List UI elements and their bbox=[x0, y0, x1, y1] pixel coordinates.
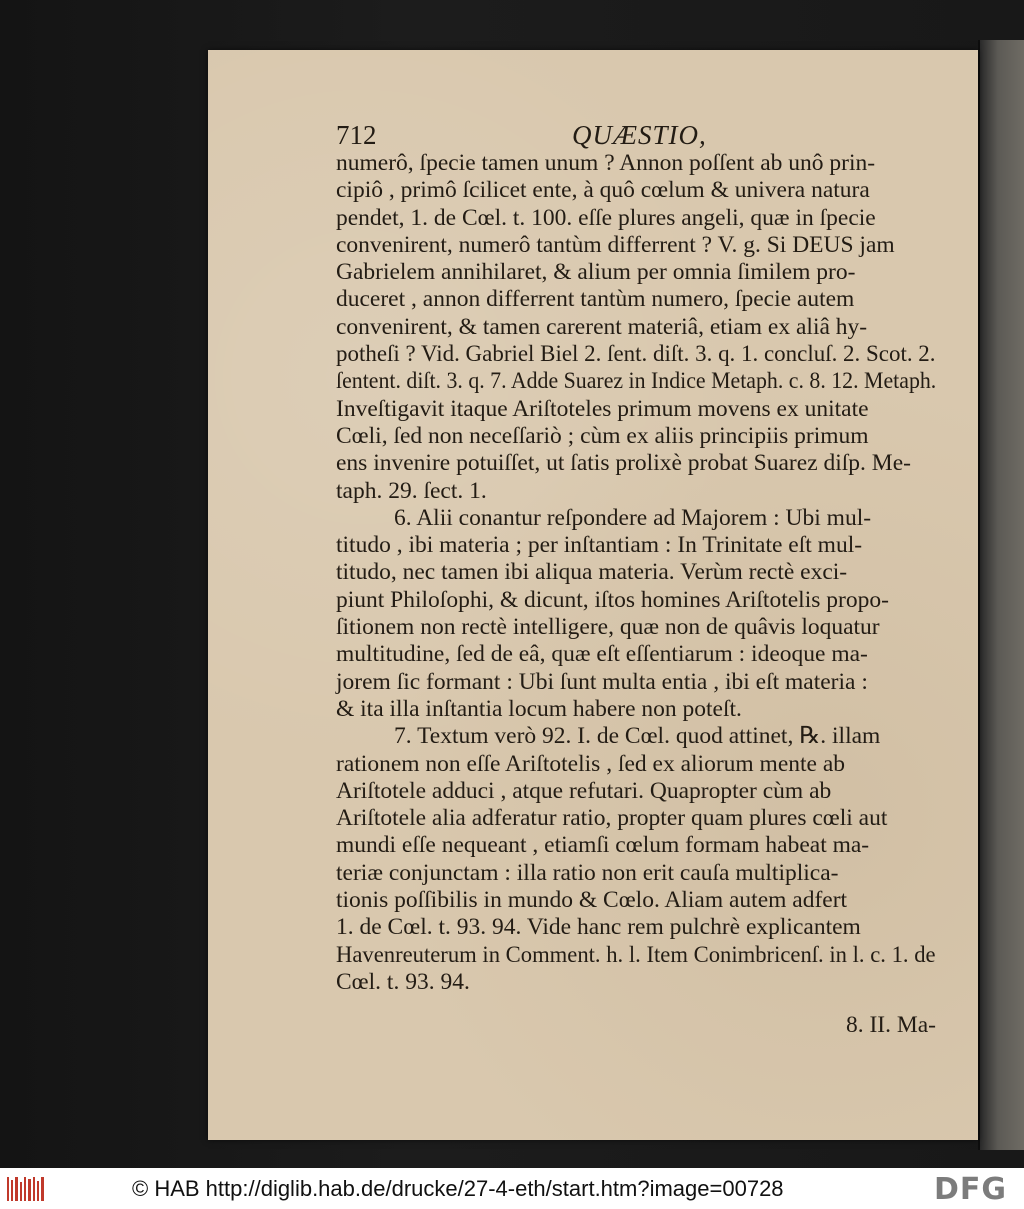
text-line: Cœli, ſed non neceſſariò ; cùm ex aliis principiis primum bbox=[336, 422, 869, 449]
text-line: Ariſtotele adduci , atque refutari. Quapropter cùm ab bbox=[336, 777, 832, 804]
text-line: convenirent, numerô tantùm differrent ? V. g. Si DEUS jam bbox=[336, 231, 895, 258]
text-line: ſentent. diſt. 3. q. 7. Adde Suarez in Indice Metaph. c. 8. 12. Metaph. bbox=[336, 368, 937, 395]
page-body-text bbox=[336, 150, 936, 996]
text-line: piunt Philoſophi, & dicunt, iſtos homines Ariſtotelis propo- bbox=[336, 586, 889, 613]
text-line: & ita illa inſtantia locum habere non poteſt. bbox=[336, 695, 742, 722]
text-line: Ariſtotele alia adferatur ratio, propter quam plures cœli aut bbox=[336, 805, 888, 832]
text-line: tionis poſſibilis in mundo & Cœlo. Aliam autem adfert bbox=[336, 887, 848, 914]
text-line: teriæ conjunctam : illa ratio non erit cauſa multiplica- bbox=[336, 859, 839, 886]
text-line: potheſi ? Vid. Gabriel Biel 2. ſent. diſt. 3. q. 1. concluſ. 2. Scot. 2. bbox=[336, 341, 936, 368]
hab-barcode-logo-icon bbox=[6, 1174, 46, 1204]
page-number: 712 bbox=[336, 120, 377, 150]
adjacent-page-edge bbox=[980, 40, 1024, 1150]
text-line: Inveſtigavit itaque Ariſtoteles primum movens ex unitate bbox=[336, 395, 869, 422]
text-line: taph. 29. ſect. 1. bbox=[336, 477, 487, 504]
copyright-url-text: © HAB http://diglib.hab.de/drucke/27-4-eth/start.htm?image=00728 bbox=[132, 1176, 784, 1201]
dfg-logo: DFG bbox=[934, 1172, 1008, 1207]
text-line: cipiô , primô ſcilicet ente, à quô cœlum & univera natura bbox=[336, 177, 870, 204]
text-line: 7. Textum verò 92. I. de Cœl. quod attinet, ℞. illam bbox=[394, 723, 881, 750]
text-line: titudo , ibi materia ; per inſtantiam : In Trinitate eſt mul- bbox=[336, 532, 863, 559]
text-line: rationem non eſſe Ariſtotelis , ſed ex aliorum mente ab bbox=[336, 750, 846, 777]
text-line: duceret , annon differrent tantùm numero, ſpecie autem bbox=[336, 286, 855, 313]
text-line: titudo, nec tamen ibi aliqua materia. Verùm rectè exci- bbox=[336, 559, 848, 586]
text-line: multitudine, ſed de eâ, quæ eſt eſſentiarum : ideoque ma- bbox=[336, 641, 868, 668]
text-line: 1. de Cœl. t. 93. 94. Vide hanc rem pulchrè explicantem bbox=[336, 914, 861, 941]
text-line: Cœl. t. 93. 94. bbox=[336, 968, 470, 995]
text-line: ens invenire potuiſſet, ut ſatis prolixè probat Suarez diſp. Me- bbox=[336, 450, 911, 477]
text-line: pendet, 1. de Cœl. t. 100. eſſe plures angeli, quæ in ſpecie bbox=[336, 204, 876, 231]
text-line: Gabrielem annihilaret, & alium per omnia ſimilem pro- bbox=[336, 259, 856, 286]
text-line: mundi eſſe nequeant , etiamſi cœlum formam habeat ma- bbox=[336, 832, 870, 859]
text-line: ſitionem non rectè intelligere, quæ non de quâvis loquatur bbox=[336, 614, 880, 641]
text-line: 6. Alii conantur reſpondere ad Majorem : Ubi mul- bbox=[394, 504, 872, 531]
text-line: Havenreuterum in Comment. h. l. Item Conimbricenſ. in l. c. 1. de bbox=[336, 941, 936, 968]
text-line: numerô, ſpecie tamen unum ? Annon poſſent ab unô prin- bbox=[336, 150, 876, 176]
catchword: 8. II. Ma- bbox=[845, 1012, 936, 1038]
text-line: convenirent, & tamen carerent materiâ, etiam ex aliâ hy- bbox=[336, 313, 868, 340]
running-title: QUÆSTIO, bbox=[572, 120, 707, 150]
book-page bbox=[208, 50, 978, 1140]
text-line: jorem ſic formant : Ubi ſunt multa entia , ibi eſt materia : bbox=[336, 668, 868, 695]
viewer-footer bbox=[0, 1168, 1024, 1209]
